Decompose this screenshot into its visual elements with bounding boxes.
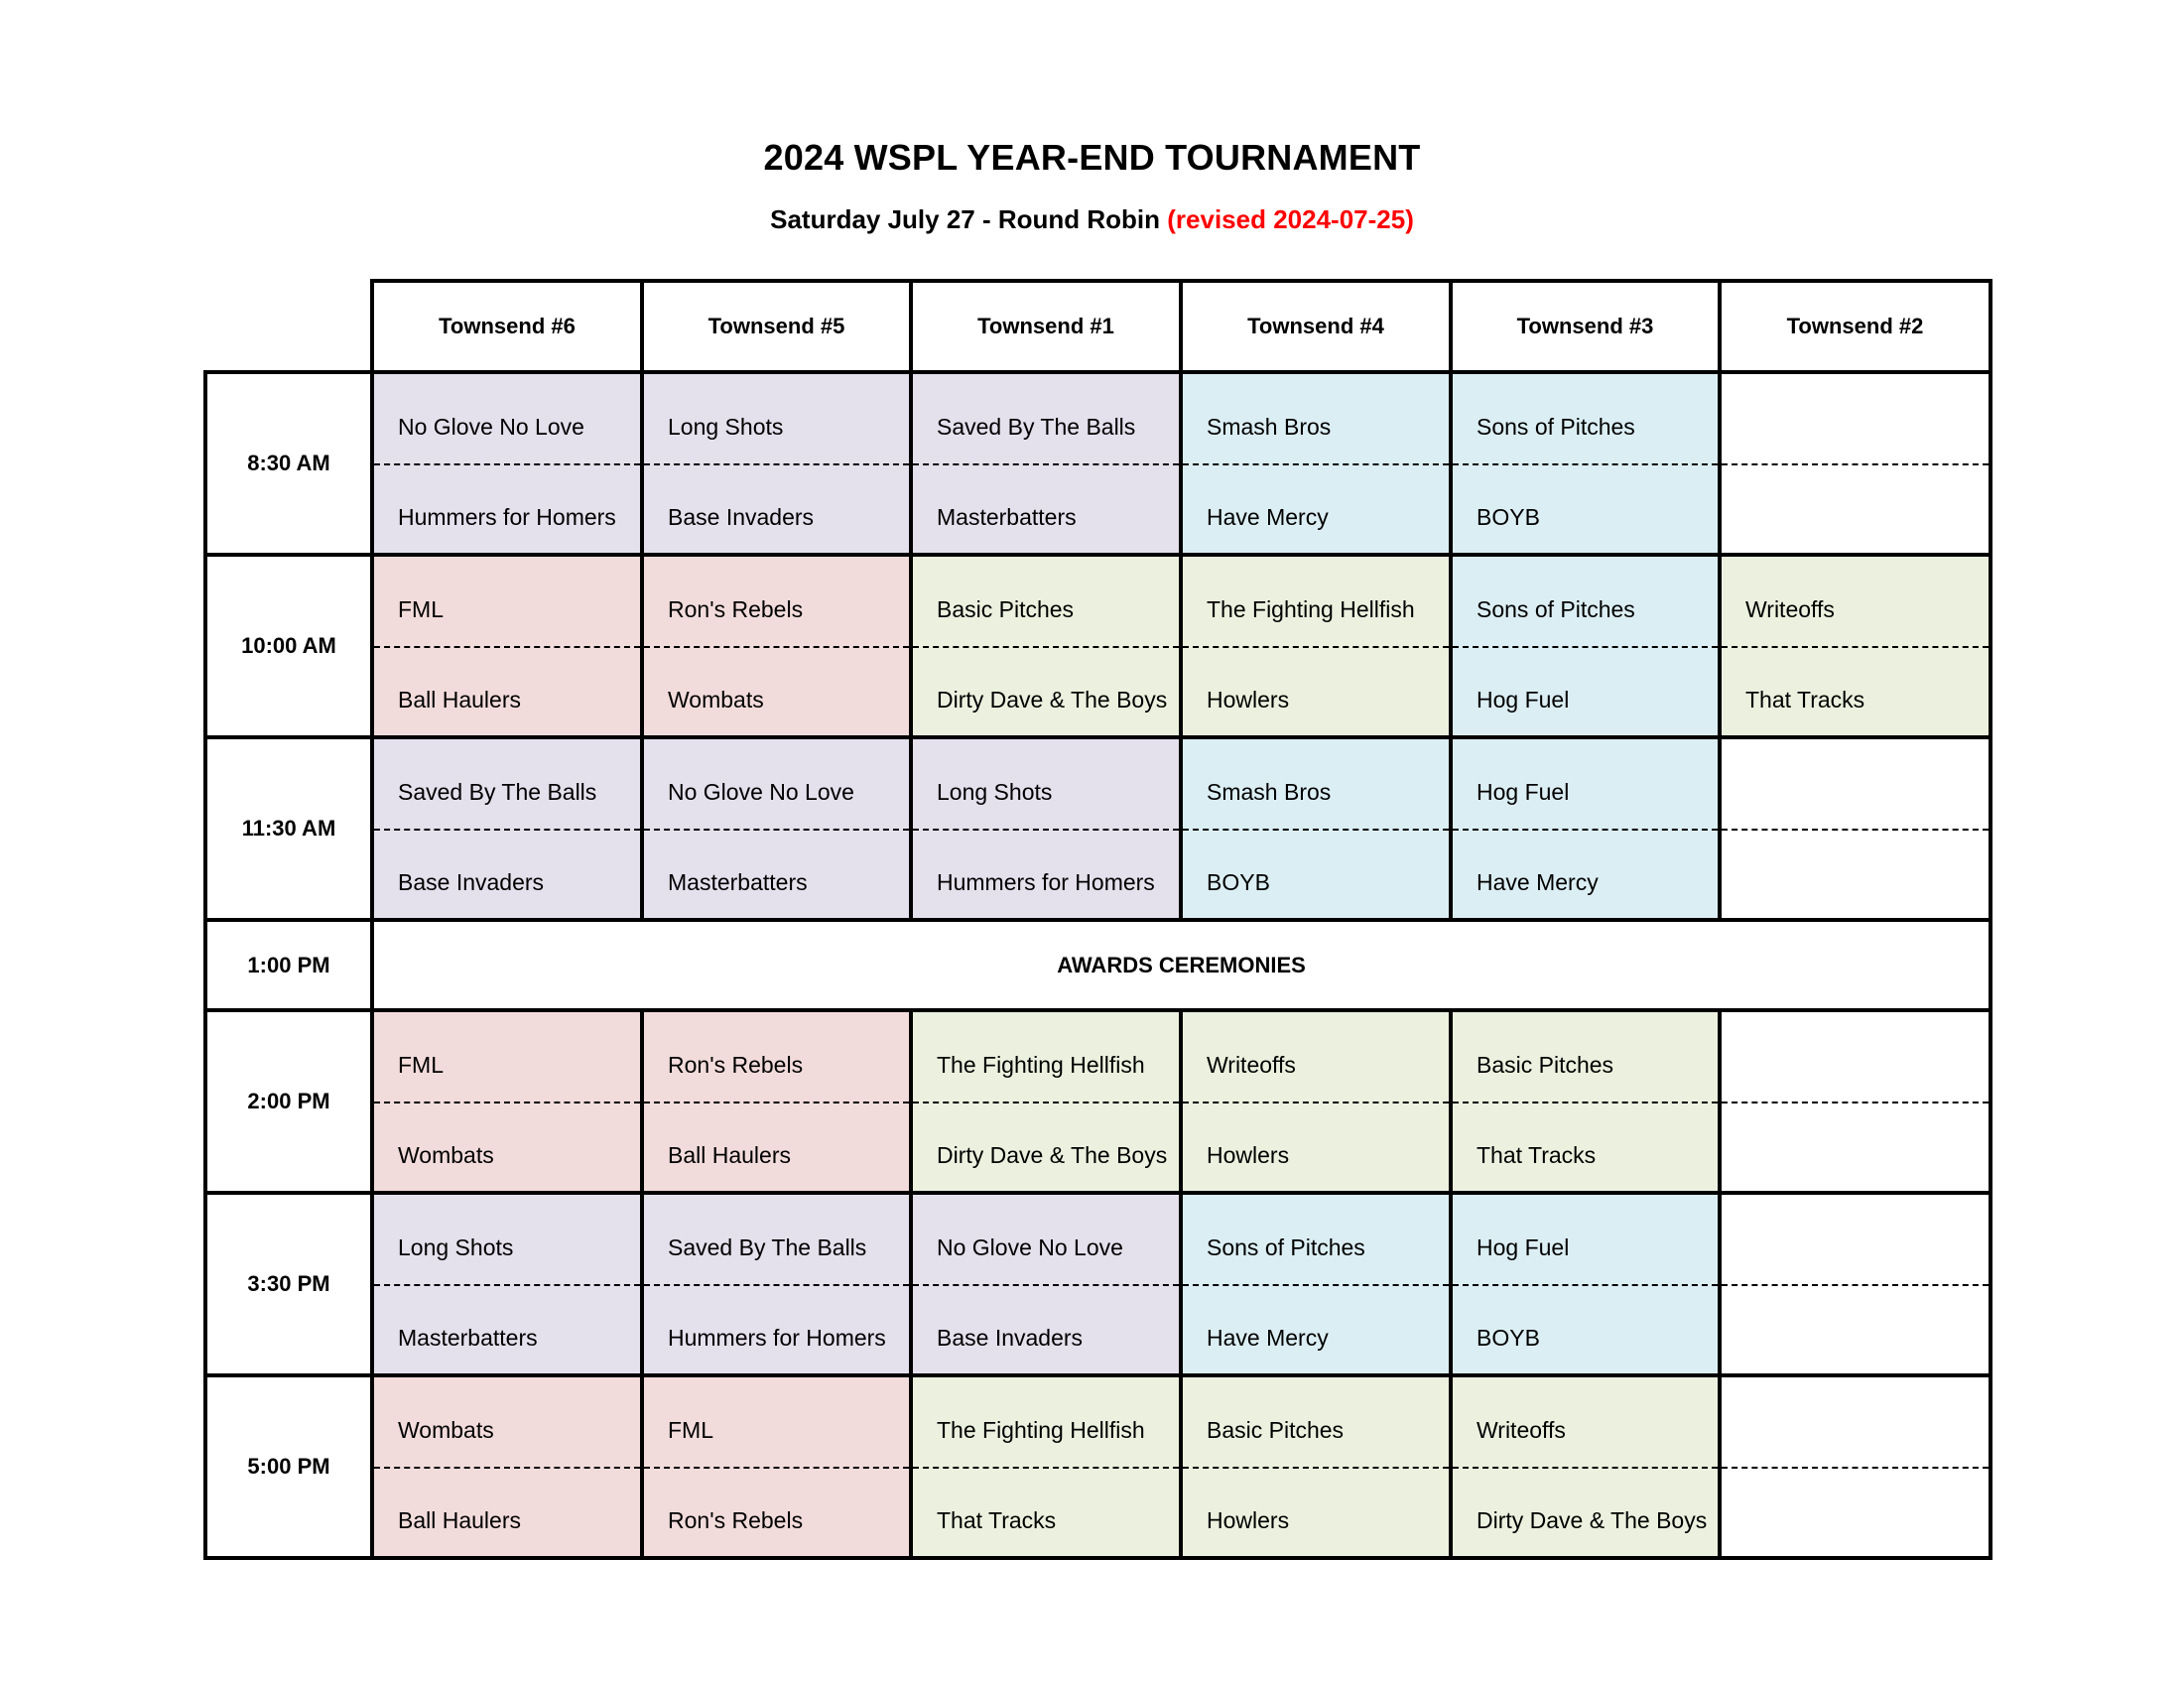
team-name: Basic Pitches	[937, 596, 1075, 622]
team-name: Howlers	[1207, 1142, 1290, 1168]
field-header: Townsend #5	[640, 279, 913, 374]
matchup-divider	[913, 829, 1179, 831]
team-name: Wombats	[398, 1142, 494, 1168]
game-cell	[370, 1373, 644, 1560]
team-name: Hummers for Homers	[937, 869, 1155, 895]
team-name: Sons of Pitches	[1207, 1234, 1365, 1260]
team-name: Hummers for Homers	[668, 1325, 886, 1351]
game-cell	[1449, 1373, 1722, 1560]
matchup-divider	[913, 1284, 1179, 1286]
field-header: Townsend #3	[1449, 279, 1722, 374]
team-name: Ball Haulers	[398, 687, 521, 713]
matchup-divider	[1453, 1102, 1718, 1103]
team-name: Masterbatters	[668, 869, 808, 895]
matchup-divider	[644, 1102, 909, 1103]
game-cell	[1179, 1191, 1453, 1377]
team-name: Dirty Dave & The Boys	[1477, 1507, 1708, 1533]
team-name: The Fighting Hellfish	[1207, 596, 1415, 622]
game-cell	[1179, 553, 1453, 739]
team-name: Dirty Dave & The Boys	[937, 1142, 1168, 1168]
subtitle-main: Saturday July 27 - Round Robin	[770, 204, 1168, 234]
game-cell	[1449, 553, 1722, 739]
team-name: BOYB	[1477, 504, 1540, 530]
awards-ceremonies-banner: AWARDS CEREMONIES	[370, 918, 1992, 1012]
game-cell	[1449, 735, 1722, 922]
game-cell	[1179, 1008, 1453, 1195]
team-name: No Glove No Love	[398, 414, 584, 440]
revision-note: (revised 2024-07-25)	[1167, 204, 1414, 234]
matchup-divider	[913, 1467, 1179, 1469]
team-name: Hog Fuel	[1477, 1234, 1570, 1260]
game-cell	[1449, 1008, 1722, 1195]
game-cell	[909, 553, 1183, 739]
matchup-divider	[374, 829, 640, 831]
team-name: BOYB	[1477, 1325, 1540, 1351]
time-slot-label: 2:00 PM	[203, 1008, 374, 1195]
matchup-divider	[913, 463, 1179, 465]
team-name: The Fighting Hellfish	[937, 1417, 1145, 1443]
game-cell	[1449, 1191, 1722, 1377]
game-cell	[1718, 1191, 1992, 1377]
team-name: Howlers	[1207, 1507, 1290, 1533]
game-cell	[1718, 1008, 1992, 1195]
matchup-divider	[1453, 1467, 1718, 1469]
time-slot-label: 8:30 AM	[203, 370, 374, 557]
field-header: Townsend #4	[1179, 279, 1453, 374]
game-cell	[640, 1373, 913, 1560]
matchup-divider	[374, 1102, 640, 1103]
time-slot-label: 5:00 PM	[203, 1373, 374, 1560]
game-cell	[1718, 1373, 1992, 1560]
team-name: Basic Pitches	[1207, 1417, 1345, 1443]
team-name: Ron's Rebels	[668, 1507, 804, 1533]
matchup-divider	[913, 1102, 1179, 1103]
team-name: Sons of Pitches	[1477, 414, 1635, 440]
matchup-divider	[913, 646, 1179, 648]
game-cell	[1179, 735, 1453, 922]
game-cell	[640, 370, 913, 557]
matchup-divider	[1722, 463, 1989, 465]
team-name: Wombats	[668, 687, 764, 713]
team-name: BOYB	[1207, 869, 1270, 895]
field-header: Townsend #2	[1718, 279, 1992, 374]
team-name: Long Shots	[937, 779, 1053, 805]
game-cell	[909, 1008, 1183, 1195]
matchup-divider	[1453, 1284, 1718, 1286]
team-name: Basic Pitches	[1477, 1052, 1614, 1078]
game-cell	[1449, 370, 1722, 557]
team-name: Ron's Rebels	[668, 596, 804, 622]
game-cell	[640, 735, 913, 922]
team-name: Saved By The Balls	[937, 414, 1136, 440]
matchup-divider	[644, 1467, 909, 1469]
game-cell	[640, 553, 913, 739]
game-cell	[909, 370, 1183, 557]
team-name: Ball Haulers	[668, 1142, 791, 1168]
team-name: Wombats	[398, 1417, 494, 1443]
page-subtitle	[0, 204, 2184, 235]
team-name: The Fighting Hellfish	[937, 1052, 1145, 1078]
time-slot-label: 3:30 PM	[203, 1191, 374, 1377]
matchup-divider	[644, 1284, 909, 1286]
matchup-divider	[1183, 1284, 1449, 1286]
team-name: Writeoffs	[1745, 596, 1835, 622]
team-name: Writeoffs	[1477, 1417, 1566, 1443]
matchup-divider	[1722, 829, 1989, 831]
matchup-divider	[1722, 646, 1989, 648]
team-name: Hog Fuel	[1477, 687, 1570, 713]
matchup-divider	[1722, 1102, 1989, 1103]
matchup-divider	[374, 1284, 640, 1286]
team-name: Ball Haulers	[398, 1507, 521, 1533]
matchup-divider	[1183, 1102, 1449, 1103]
game-cell	[640, 1191, 913, 1377]
matchup-divider	[1722, 1284, 1989, 1286]
matchup-divider	[644, 646, 909, 648]
team-name: Smash Bros	[1207, 779, 1332, 805]
matchup-divider	[1453, 646, 1718, 648]
team-name: Writeoffs	[1207, 1052, 1296, 1078]
team-name: Have Mercy	[1207, 1325, 1329, 1351]
game-cell	[370, 1191, 644, 1377]
matchup-divider	[374, 646, 640, 648]
game-cell	[640, 1008, 913, 1195]
matchup-divider	[1453, 829, 1718, 831]
game-cell	[1718, 553, 1992, 739]
team-name: Base Invaders	[398, 869, 545, 895]
team-name: Hummers for Homers	[398, 504, 616, 530]
time-slot-label: 1:00 PM	[203, 918, 374, 1012]
matchup-divider	[1453, 463, 1718, 465]
game-cell	[370, 370, 644, 557]
game-cell	[370, 1008, 644, 1195]
matchup-divider	[644, 829, 909, 831]
game-cell	[370, 553, 644, 739]
team-name: That Tracks	[1477, 1142, 1597, 1168]
team-name: Hog Fuel	[1477, 779, 1570, 805]
team-name: FML	[668, 1417, 713, 1443]
team-name: That Tracks	[937, 1507, 1057, 1533]
game-cell	[1718, 370, 1992, 557]
matchup-divider	[374, 1467, 640, 1469]
team-name: Saved By The Balls	[668, 1234, 867, 1260]
team-name: Howlers	[1207, 687, 1290, 713]
matchup-divider	[1183, 1467, 1449, 1469]
matchup-divider	[1183, 829, 1449, 831]
matchup-divider	[374, 463, 640, 465]
team-name: No Glove No Love	[937, 1234, 1123, 1260]
team-name: Ron's Rebels	[668, 1052, 804, 1078]
matchup-divider	[1183, 646, 1449, 648]
team-name: Dirty Dave & The Boys	[937, 687, 1168, 713]
game-cell	[909, 1373, 1183, 1560]
team-name: Smash Bros	[1207, 414, 1332, 440]
game-cell	[909, 1191, 1183, 1377]
team-name: That Tracks	[1745, 687, 1865, 713]
game-cell	[1179, 1373, 1453, 1560]
page-title: 2024 WSPL YEAR-END TOURNAMENT	[763, 137, 1421, 178]
game-cell	[909, 735, 1183, 922]
matchup-divider	[1183, 463, 1449, 465]
matchup-divider	[644, 463, 909, 465]
time-slot-label: 11:30 AM	[203, 735, 374, 922]
team-name: No Glove No Love	[668, 779, 854, 805]
team-name: Have Mercy	[1207, 504, 1329, 530]
game-cell	[1718, 735, 1992, 922]
team-name: FML	[398, 596, 444, 622]
field-header: Townsend #1	[909, 279, 1183, 374]
team-name: Have Mercy	[1477, 869, 1599, 895]
team-name: Long Shots	[398, 1234, 514, 1260]
game-cell	[1179, 370, 1453, 557]
team-name: Base Invaders	[937, 1325, 1084, 1351]
team-name: Base Invaders	[668, 504, 815, 530]
team-name: Masterbatters	[398, 1325, 538, 1351]
game-cell	[370, 735, 644, 922]
team-name: Masterbatters	[937, 504, 1077, 530]
matchup-divider	[1722, 1467, 1989, 1469]
field-header: Townsend #6	[370, 279, 644, 374]
team-name: Sons of Pitches	[1477, 596, 1635, 622]
team-name: FML	[398, 1052, 444, 1078]
time-slot-label: 10:00 AM	[203, 553, 374, 739]
team-name: Saved By The Balls	[398, 779, 597, 805]
team-name: Long Shots	[668, 414, 784, 440]
